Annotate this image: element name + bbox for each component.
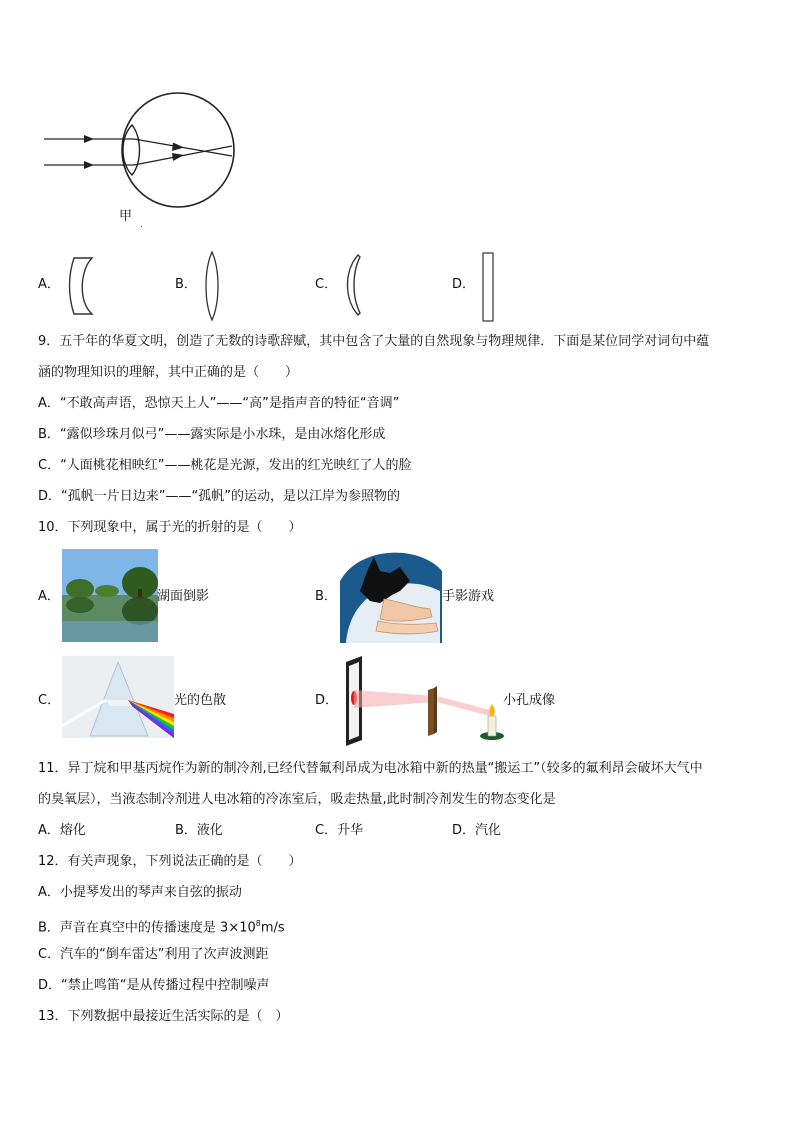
- flat-glass-icon: [480, 251, 496, 323]
- figure-caption-jia: 甲: [119, 209, 133, 224]
- lake-reflection-image: [62, 549, 158, 642]
- q12-option-b-exponent: 8: [255, 919, 261, 928]
- q12-option-b-unit: m/s: [260, 920, 285, 936]
- eye-diagram: [0, 0, 794, 240]
- q9-stem-line1: 9．五千年的华夏文明，创造了无数的诗歌辞赋，其中包含了大量的自然现象与物理规律．下面是某位同学对词句中蕴: [38, 334, 710, 349]
- q12-option-b[interactable]: [38, 915, 285, 937]
- convex-lens-icon: [202, 250, 222, 322]
- q12-stem: 12．有关声现象，下列说法正确的是（ ）: [38, 854, 302, 869]
- q8-option-b-label[interactable]: B．: [175, 277, 197, 292]
- q13-stem: 13．下列数据中最接近生活实际的是（ ）: [38, 1009, 289, 1024]
- q11-option-a[interactable]: A．熔化: [38, 823, 86, 838]
- q10-option-d-label[interactable]: D．: [315, 693, 339, 708]
- q10-option-c-label[interactable]: C．: [38, 693, 61, 708]
- q8-option-d-label[interactable]: D．: [452, 277, 476, 292]
- q9-option-c[interactable]: C．“人面桃花相映红”——桃花是光源，发出的红光映红了人的脸: [38, 458, 412, 473]
- hand-shadow-image: [340, 551, 442, 643]
- q10-option-b-caption: 手影游戏: [442, 589, 495, 604]
- q8-option-c-label[interactable]: C．: [315, 277, 338, 292]
- q10-option-a-caption: 湖面倒影: [157, 589, 210, 604]
- q9-option-a[interactable]: A．“不敢高声语，恐惊天上人”——“高”是指声音的特征“音调”: [38, 396, 400, 411]
- q12-option-c[interactable]: C．汽车的“倒车雷达”利用了次声波测距: [38, 947, 269, 962]
- q9-option-d[interactable]: D．“孤帆一片日边来”——“孤帆”的运动，是以江岸为参照物的: [38, 489, 400, 504]
- q9-stem-line2: 涵的物理知识的理解，其中正确的是（ ）: [38, 365, 299, 380]
- q11-option-d[interactable]: D．汽化: [452, 823, 502, 838]
- q11-option-c[interactable]: C．升华: [315, 823, 364, 838]
- q10-option-d-caption: 小孔成像: [503, 693, 556, 708]
- eye-lens: [123, 125, 140, 175]
- q8-option-a-label[interactable]: A．: [38, 277, 60, 292]
- meniscus-lens-icon: [338, 253, 364, 319]
- q10-option-c-caption: 光的色散: [174, 693, 227, 708]
- caption-dot: .: [140, 220, 143, 229]
- q12-option-d[interactable]: D．“禁止鸣笛“是从传播过程中控制噪声: [38, 978, 270, 993]
- q12-option-b-text: B．声音在真空中的传播速度是 3×10: [38, 920, 256, 936]
- q11-stem-line2: 的臭氧层），当液态制冷剂进人电冰箱的冷冻室后，吸走热量,此时制冷剂发生的物态变化是: [38, 792, 556, 807]
- q11-stem-line1: 11．异丁烷和甲基丙烷作为新的制冷剂,已经代替氟利昂成为电冰箱中新的热量“搬运工”（较多的氟利昂会破坏大气中: [38, 761, 703, 776]
- concave-lens-icon: [64, 256, 96, 318]
- q10-option-a-label[interactable]: A．: [38, 589, 60, 604]
- q11-option-b[interactable]: B．液化: [175, 823, 223, 838]
- q9-option-b[interactable]: B．“露似珍珠月似弓”——露实际是小水珠，是由冰熔化形成: [38, 427, 386, 442]
- prism-dispersion-image: [62, 656, 174, 738]
- q10-stem: 10．下列现象中，属于光的折射的是（ ）: [38, 520, 302, 535]
- pinhole-imaging-image: [342, 654, 504, 746]
- q10-option-b-label[interactable]: B．: [315, 589, 337, 604]
- q12-option-a[interactable]: A．小提琴发出的琴声来自弦的振动: [38, 885, 242, 900]
